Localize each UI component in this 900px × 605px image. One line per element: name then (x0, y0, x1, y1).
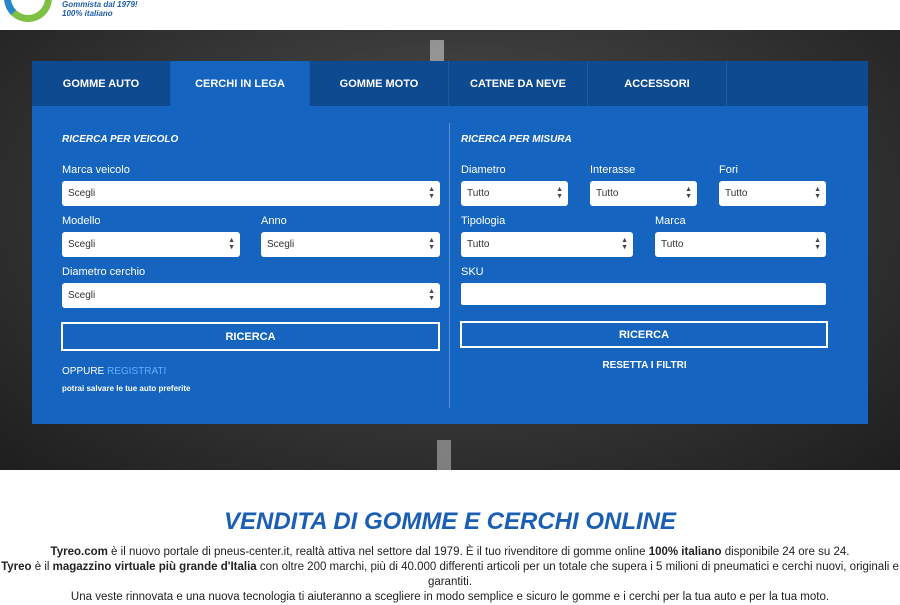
vehicle-search-title: RICERCA PER VEICOLO (62, 134, 179, 145)
modello-label: Modello (62, 215, 101, 227)
register-prompt (62, 366, 166, 377)
diametro-select[interactable] (461, 181, 568, 206)
select-arrows-icon: ▲ ▼ (814, 237, 821, 251)
marca-veicolo-label: Marca veicolo (62, 164, 130, 176)
interasse-label: Interasse (590, 164, 636, 176)
oppure-text: OPPURE (62, 366, 105, 377)
registrati-link[interactable]: REGISTRATI (107, 366, 167, 377)
intro-text-part: con oltre 200 marchi, più di 40.000 differenti articoli per un totale che supera i 5 milioni di pneumatici e cerchi nuovi, originali e garantiti. (256, 561, 899, 588)
diametro-cerchio-select[interactable] (62, 283, 440, 308)
marca-label: Marca (655, 215, 686, 227)
sku-input[interactable] (461, 283, 826, 305)
register-hint: potrai salvare le tue auto preferite (62, 384, 191, 393)
select-arrows-icon: ▲ ▼ (685, 186, 692, 200)
intro-text-part: disponibile 24 ore su 24. (721, 546, 850, 558)
search-panel (32, 61, 868, 424)
column-divider (449, 123, 450, 408)
intro-line-2 (0, 560, 900, 590)
logo-tagline (62, 0, 138, 18)
tab-spacer (727, 61, 868, 106)
reset-filters-link[interactable]: RESETTA I FILTRI (602, 360, 687, 371)
marca-select[interactable] (655, 232, 826, 257)
select-arrows-icon: ▲ ▼ (428, 186, 435, 200)
anno-value: Scegli (267, 239, 295, 250)
intro-line-3: Una veste rinnovata e una nuova tecnologia ti aiuteranno a scegliere in modo semplice e sicuro le gomme e i cerchi per la tua auto e per la tua moto. (70, 591, 830, 603)
tab-cerchi-in-lega[interactable]: CERCHI IN LEGA (171, 61, 310, 106)
hero-background (0, 30, 900, 470)
fori-label: Fori (719, 164, 738, 176)
diametro-cerchio-value: Scegli (68, 290, 96, 301)
size-search-title: RICERCA PER MISURA (461, 134, 572, 145)
category-tabs (32, 61, 868, 106)
intro-bold: magazzino virtuale più grande d'Italia (52, 561, 257, 573)
tab-catene-da-neve[interactable]: CATENE DA NEVE (449, 61, 588, 106)
fori-select[interactable] (719, 181, 826, 206)
interasse-value: Tutto (596, 188, 619, 199)
brand-name: Tyreo (1, 561, 32, 573)
marca-veicolo-value: Scegli (68, 188, 96, 199)
intro-bold: 100% italiano (648, 546, 722, 558)
select-arrows-icon: ▲ ▼ (621, 237, 628, 251)
tab-accessori[interactable]: ACCESSORI (588, 61, 727, 106)
intro-text-part: è il nuovo portale di pneus-center.it, realtà attiva nel settore dal 1979. È il tuo rivenditore di gomme online (107, 546, 649, 558)
fori-value: Tutto (725, 188, 748, 199)
marca-value: Tutto (661, 239, 684, 250)
tab-gomme-moto[interactable]: GOMME MOTO (310, 61, 449, 106)
sku-label: SKU (461, 266, 484, 278)
intro-section (0, 470, 900, 603)
page-heading: VENDITA DI GOMME E CERCHI ONLINE (223, 508, 676, 535)
modello-select[interactable] (62, 232, 240, 257)
select-arrows-icon: ▲ ▼ (428, 288, 435, 302)
tipologia-label: Tipologia (461, 215, 506, 227)
logo-icon[interactable] (4, 0, 52, 22)
tipologia-value: Tutto (467, 239, 490, 250)
interasse-select[interactable] (590, 181, 697, 206)
size-search-button[interactable]: RICERCA (460, 321, 828, 348)
intro-text (0, 545, 900, 605)
diametro-label: Diametro (461, 164, 506, 176)
marca-veicolo-select[interactable] (62, 181, 440, 206)
select-arrows-icon: ▲ ▼ (428, 237, 435, 251)
modello-value: Scegli (68, 239, 96, 250)
select-arrows-icon: ▲ ▼ (228, 237, 235, 251)
diametro-value: Tutto (467, 188, 490, 199)
select-arrows-icon: ▲ ▼ (556, 186, 563, 200)
select-arrows-icon: ▲ ▼ (814, 186, 821, 200)
diametro-cerchio-label: Diametro cerchio (62, 266, 146, 278)
road-marking (430, 40, 444, 62)
site-header (0, 0, 900, 30)
tagline-line-1: Gommista dal 1979! (62, 0, 138, 9)
road-marking (437, 440, 451, 470)
tab-gomme-auto[interactable]: GOMME AUTO (32, 61, 171, 106)
brand-name: Tyreo.com (50, 546, 108, 558)
tagline-line-2: 100% italiano (62, 9, 113, 18)
anno-select[interactable] (261, 232, 440, 257)
vehicle-search-button[interactable]: RICERCA (61, 322, 440, 351)
intro-line-1 (0, 545, 900, 560)
anno-label: Anno (261, 215, 287, 227)
intro-text-part: è il (31, 561, 53, 573)
tipologia-select[interactable] (461, 232, 633, 257)
